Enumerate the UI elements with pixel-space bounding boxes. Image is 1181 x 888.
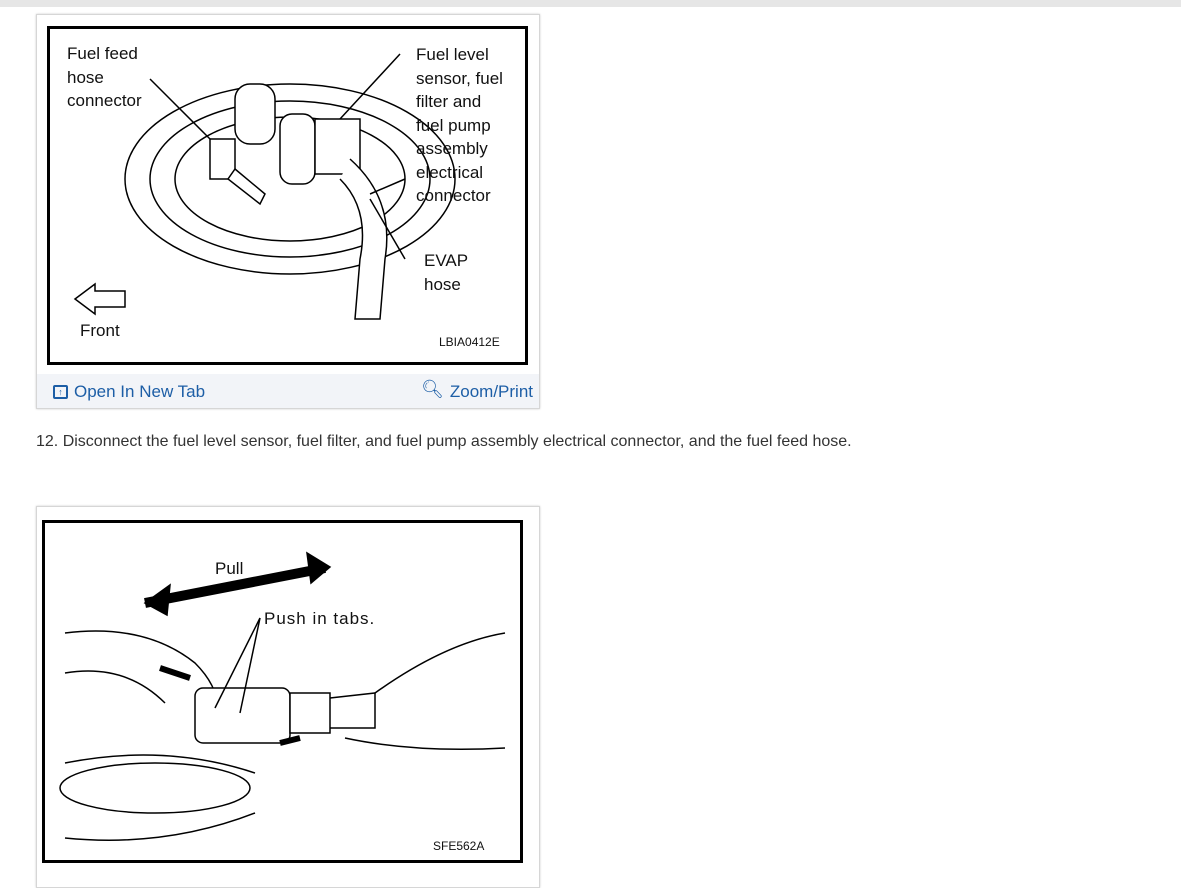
- label-fuel-feed-hose-connector: Fuel feed hose connector: [67, 44, 142, 110]
- label-evap-hose: EVAP hose: [424, 251, 469, 294]
- figure-card-1: [36, 14, 540, 409]
- zoom-in-icon: 🔍︎: [421, 378, 444, 399]
- open-new-tab-icon: ↑: [53, 385, 68, 399]
- connector-diagram[interactable]: [42, 520, 523, 863]
- figure-code: SFE562A: [433, 839, 485, 853]
- figure-card-2: [36, 506, 540, 888]
- top-bar: [0, 0, 1181, 7]
- zoom-print-link[interactable]: [421, 376, 533, 402]
- label-push-in-tabs: Push in tabs.: [264, 609, 376, 628]
- open-in-new-tab-label: Open In New Tab: [74, 382, 206, 401]
- figure-code: LBIA0412E: [439, 335, 500, 349]
- connector-illustration: [45, 523, 520, 860]
- label-fuel-level-sensor-connector: Fuel level sensor, fuel filter and fuel pump assembly electrical connector: [416, 45, 503, 205]
- step-instruction: 12. Disconnect the fuel level sensor, fuel filter, and fuel pump assembly electrical connector, and the fuel feed hose.: [36, 433, 852, 450]
- label-pull: Pull: [215, 559, 244, 578]
- figure-footer: [37, 374, 539, 408]
- zoom-print-label: Zoom/Print: [449, 382, 533, 401]
- label-front: Front: [80, 321, 120, 340]
- open-in-new-tab-link[interactable]: [53, 382, 205, 402]
- fuel-pump-diagram[interactable]: [47, 26, 528, 365]
